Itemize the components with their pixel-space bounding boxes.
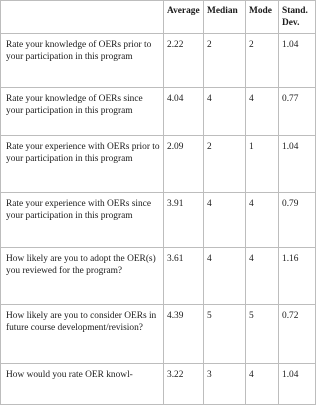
table-row [1,136,316,193]
average-cell: 3.61 [164,248,204,305]
question-cell: Rate your experience with OERs prior to your participation in this program [1,136,164,193]
header-average: Average [164,1,204,34]
mode-cell: 5 [246,305,279,364]
header-mode: Mode [246,1,279,34]
header-question [1,1,164,34]
std-dev-cell: 0.77 [279,88,316,136]
median-cell: 2 [204,136,246,193]
table-row [1,34,316,88]
std-dev-cell: 1.04 [279,364,316,405]
std-dev-cell: 0.72 [279,305,316,364]
std-dev-cell: 1.04 [279,136,316,193]
table-row [1,364,316,405]
question-cell: How likely are you to adopt the OER(s) you reviewed for the program? [1,248,164,305]
median-cell: 5 [204,305,246,364]
table-row [1,305,316,364]
mode-cell: 4 [246,364,279,405]
average-cell: 4.04 [164,88,204,136]
mode-cell: 4 [246,248,279,305]
average-cell: 2.09 [164,136,204,193]
table-row [1,193,316,248]
average-cell: 2.22 [164,34,204,88]
question-cell: How likely are you to consider OERs in future course development/revision? [1,305,164,364]
header-std-dev: Stand. Dev. [279,1,316,34]
std-dev-cell: 1.16 [279,248,316,305]
table-row [1,248,316,305]
std-dev-cell: 0.79 [279,193,316,248]
question-cell: Rate your knowledge of OERs prior to your participation in this program [1,34,164,88]
median-cell: 3 [204,364,246,405]
question-cell: How would you rate OER knowl- [1,364,164,405]
mode-cell: 4 [246,88,279,136]
header-median: Median [204,1,246,34]
std-dev-cell: 1.04 [279,34,316,88]
average-cell: 4.39 [164,305,204,364]
question-cell: Rate your knowledge of OERs since your participation in this program [1,88,164,136]
question-cell: Rate your experience with OERs since your participation in this program [1,193,164,248]
mode-cell: 2 [246,34,279,88]
average-cell: 3.22 [164,364,204,405]
mode-cell: 1 [246,136,279,193]
table-row [1,88,316,136]
median-cell: 4 [204,193,246,248]
header-row [1,1,316,34]
mode-cell: 4 [246,193,279,248]
median-cell: 4 [204,88,246,136]
average-cell: 3.91 [164,193,204,248]
median-cell: 2 [204,34,246,88]
median-cell: 4 [204,248,246,305]
